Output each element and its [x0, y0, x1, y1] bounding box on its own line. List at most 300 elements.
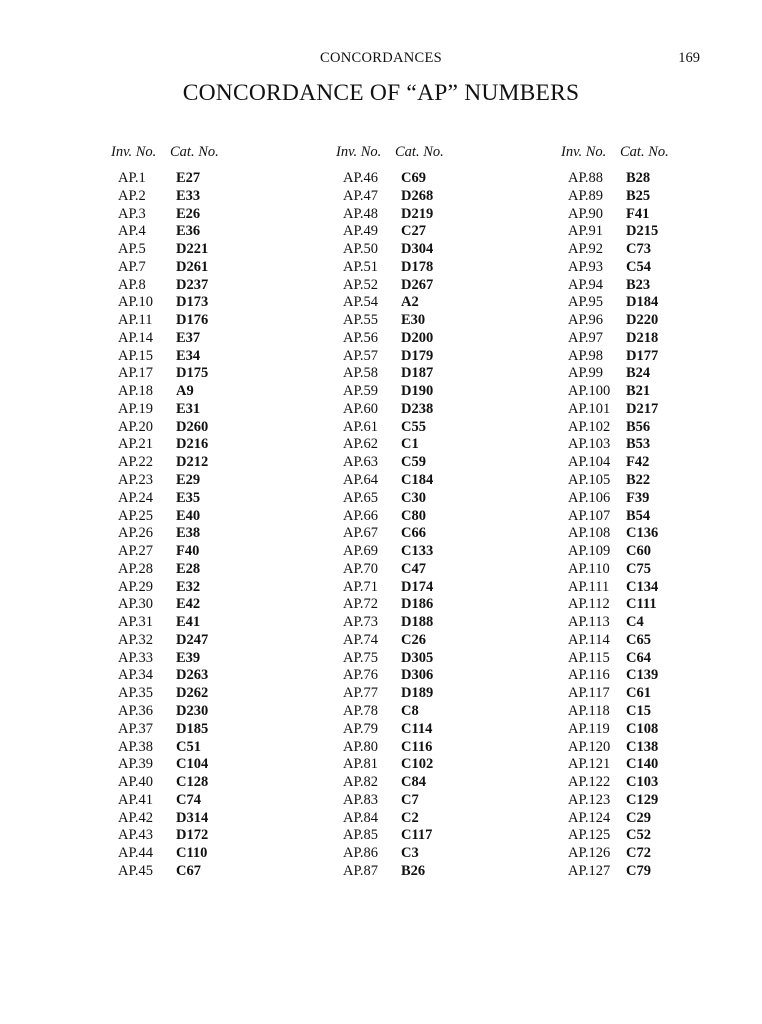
concordance-row	[336, 845, 506, 863]
concordance-row	[561, 259, 731, 277]
inv-number: AP.75	[343, 649, 379, 666]
concordance-row	[336, 490, 506, 508]
inv-number: AP.79	[343, 720, 379, 737]
running-head: CONCORDANCES	[319, 50, 443, 66]
concordance-row	[561, 365, 731, 383]
inv-number: AP.33	[118, 649, 154, 666]
concordance-row	[111, 241, 281, 259]
concordance-row	[111, 792, 281, 810]
inv-number: AP.5	[118, 241, 146, 258]
inv-number: AP.125	[568, 827, 611, 844]
inv-number: AP.50	[343, 241, 379, 258]
inv-number: AP.21	[118, 436, 154, 453]
cat-number: D188	[401, 614, 434, 631]
cat-number: E29	[176, 472, 201, 489]
concordance-row	[561, 294, 731, 312]
cat-number: C59	[401, 454, 426, 471]
inv-number: AP.60	[343, 400, 379, 417]
inv-number: AP.49	[343, 223, 379, 240]
concordance-row	[111, 454, 281, 472]
concordance-row	[336, 650, 506, 668]
concordance-row	[561, 810, 731, 828]
concordance-row	[336, 312, 506, 330]
cat-number: D187	[401, 365, 434, 382]
inv-number: AP.2	[118, 187, 146, 204]
concordance-row	[561, 845, 731, 863]
cat-number: D178	[401, 258, 434, 275]
cat-number: D216	[176, 436, 209, 453]
cat-number: C67	[176, 862, 201, 879]
inv-number: AP.38	[118, 738, 154, 755]
concordance-row	[336, 632, 506, 650]
inv-number: AP.15	[118, 347, 154, 364]
inv-number: AP.101	[568, 400, 611, 417]
inv-number: AP.80	[343, 738, 379, 755]
cat-number: D230	[176, 702, 209, 719]
inv-number: AP.71	[343, 578, 379, 595]
cat-number: C55	[401, 418, 426, 435]
inv-number: AP.103	[568, 436, 611, 453]
concordance-row	[336, 703, 506, 721]
concordance-row	[561, 525, 731, 543]
cat-number: D184	[626, 294, 659, 311]
concordance-row	[561, 543, 731, 561]
cat-number: D314	[176, 809, 209, 826]
concordance-row	[111, 330, 281, 348]
concordance-row	[561, 188, 731, 206]
inv-number: AP.62	[343, 436, 379, 453]
concordance-row	[336, 667, 506, 685]
cat-number: D218	[626, 329, 659, 346]
inv-no-header: Inv. No.	[561, 144, 607, 160]
cat-number: E35	[176, 489, 201, 506]
inv-number: AP.118	[568, 702, 610, 719]
cat-number: E36	[176, 223, 201, 240]
concordance-row	[336, 365, 506, 383]
concordance-row	[336, 596, 506, 614]
cat-number: D237	[176, 276, 209, 293]
cat-number: C102	[401, 756, 434, 773]
cat-number: C69	[401, 170, 426, 186]
inv-number: AP.35	[118, 685, 154, 702]
cat-no-header: Cat. No.	[395, 144, 444, 160]
concordance-row	[111, 277, 281, 295]
cat-number: C104	[176, 756, 209, 773]
concordance-row	[336, 614, 506, 632]
inv-number: AP.82	[343, 774, 379, 791]
concordance-row	[111, 259, 281, 277]
inv-number: AP.93	[568, 258, 604, 275]
concordance-row	[111, 543, 281, 561]
concordance-row	[561, 241, 731, 259]
concordance-row	[111, 827, 281, 845]
page-title: CONCORDANCE OF “AP” NUMBERS	[182, 80, 580, 106]
concordance-row	[111, 383, 281, 401]
concordance-row	[336, 827, 506, 845]
concordance-row	[111, 863, 281, 881]
cat-number: C111	[626, 596, 657, 613]
cat-number: C15	[626, 702, 651, 719]
inv-number: AP.43	[118, 827, 154, 844]
cat-number: C26	[401, 631, 426, 648]
concordance-row	[561, 614, 731, 632]
cat-number: F42	[626, 454, 650, 471]
column-header	[561, 144, 731, 166]
cat-number: D221	[176, 241, 209, 258]
cat-number: C184	[401, 472, 434, 489]
concordance-row	[111, 614, 281, 632]
inv-number: AP.100	[568, 383, 611, 400]
cat-number: C79	[626, 862, 651, 879]
concordance-row	[561, 348, 731, 366]
cat-number: C129	[626, 791, 659, 808]
inv-number: AP.121	[568, 756, 611, 773]
inv-number: AP.37	[118, 720, 154, 737]
cat-number: C140	[626, 756, 659, 773]
cat-number: C8	[401, 702, 419, 719]
concordance-row	[561, 170, 731, 188]
inv-number: AP.28	[118, 560, 154, 577]
cat-no-header: Cat. No.	[170, 144, 219, 160]
inv-number: AP.3	[118, 205, 146, 222]
inv-number: AP.32	[118, 631, 154, 648]
inv-number: AP.29	[118, 578, 154, 595]
cat-number: C110	[176, 845, 208, 862]
cat-number: F39	[626, 489, 650, 506]
inv-number: AP.77	[343, 685, 379, 702]
cat-no-header: Cat. No.	[620, 144, 669, 160]
concordance-row	[561, 312, 731, 330]
cat-number: D306	[401, 667, 434, 684]
inv-number: AP.83	[343, 791, 379, 808]
cat-number: B54	[626, 507, 651, 524]
cat-number: D238	[401, 400, 434, 417]
cat-number: E37	[176, 329, 201, 346]
inv-number: AP.56	[343, 329, 379, 346]
concordance-column-1	[111, 144, 281, 881]
page-number: 169	[678, 50, 700, 66]
inv-number: AP.24	[118, 489, 154, 506]
cat-number: E26	[176, 205, 201, 222]
concordance-row	[336, 259, 506, 277]
inv-number: AP.106	[568, 489, 611, 506]
row-list	[561, 170, 731, 881]
column-header	[336, 144, 506, 166]
cat-number: E34	[176, 347, 201, 364]
inv-no-header: Inv. No.	[336, 144, 382, 160]
cat-number: C29	[626, 809, 651, 826]
concordance-row	[561, 561, 731, 579]
inv-number: AP.90	[568, 205, 604, 222]
concordance-row	[111, 472, 281, 490]
cat-number: C3	[401, 845, 419, 862]
inv-number: AP.85	[343, 827, 379, 844]
cat-number: C80	[401, 507, 426, 524]
inv-number: AP.96	[568, 312, 604, 329]
cat-number: C114	[401, 720, 433, 737]
concordance-row	[561, 419, 731, 437]
cat-number: D212	[176, 454, 209, 471]
inv-number: AP.95	[568, 294, 604, 311]
cat-number: C138	[626, 738, 659, 755]
inv-number: AP.115	[568, 649, 610, 666]
concordance-row	[561, 685, 731, 703]
inv-number: AP.69	[343, 543, 379, 560]
inv-number: AP.127	[568, 862, 611, 879]
concordance-row	[111, 436, 281, 454]
inv-number: AP.46	[343, 170, 379, 186]
concordance-row	[111, 419, 281, 437]
concordance-row	[111, 596, 281, 614]
concordance-row	[111, 579, 281, 597]
cat-number: D200	[401, 329, 434, 346]
inv-number: AP.114	[568, 631, 610, 648]
inv-number: AP.44	[118, 845, 154, 862]
cat-number: E41	[176, 614, 201, 631]
inv-number: AP.102	[568, 418, 611, 435]
cat-number: B26	[401, 862, 426, 879]
concordance-row	[111, 650, 281, 668]
inv-number: AP.74	[343, 631, 379, 648]
inv-number: AP.73	[343, 614, 379, 631]
inv-number: AP.26	[118, 525, 154, 542]
concordance-row	[111, 188, 281, 206]
inv-number: AP.65	[343, 489, 379, 506]
inv-number: AP.54	[343, 294, 379, 311]
concordance-row	[336, 206, 506, 224]
cat-number: C117	[401, 827, 433, 844]
cat-number: B22	[626, 472, 651, 489]
inv-number: AP.66	[343, 507, 379, 524]
concordance-row	[561, 667, 731, 685]
concordance-row	[111, 703, 281, 721]
inv-number: AP.89	[568, 187, 604, 204]
inv-number: AP.36	[118, 702, 154, 719]
cat-number: A2	[401, 294, 419, 311]
inv-number: AP.111	[568, 578, 610, 595]
cat-number: C116	[401, 738, 433, 755]
cat-number: D219	[401, 205, 434, 222]
concordance-row	[336, 561, 506, 579]
inv-number: AP.110	[568, 560, 610, 577]
inv-number: AP.104	[568, 454, 611, 471]
cat-number: D215	[626, 223, 659, 240]
inv-number: AP.81	[343, 756, 379, 773]
cat-number: B56	[626, 418, 651, 435]
cat-number: D261	[176, 258, 209, 275]
inv-no-header: Inv. No.	[111, 144, 157, 160]
inv-number: AP.108	[568, 525, 611, 542]
inv-number: AP.88	[568, 170, 604, 186]
cat-number: C133	[401, 543, 434, 560]
concordance-row	[336, 543, 506, 561]
row-list	[336, 170, 506, 881]
cat-number: C52	[626, 827, 651, 844]
concordance-row	[336, 863, 506, 881]
inv-number: AP.14	[118, 329, 154, 346]
concordance-row	[336, 419, 506, 437]
inv-number: AP.123	[568, 791, 611, 808]
inv-number: AP.109	[568, 543, 611, 560]
concordance-row	[561, 330, 731, 348]
cat-number: E39	[176, 649, 201, 666]
inv-number: AP.98	[568, 347, 604, 364]
cat-number: D247	[176, 631, 209, 648]
inv-number: AP.20	[118, 418, 154, 435]
concordance-row	[561, 206, 731, 224]
inv-number: AP.84	[343, 809, 379, 826]
concordance-row	[111, 206, 281, 224]
cat-number: B28	[626, 170, 651, 186]
cat-number: C73	[626, 241, 651, 258]
cat-number: E27	[176, 170, 201, 186]
concordance-row	[561, 827, 731, 845]
inv-number: AP.1	[118, 170, 146, 186]
concordance-row	[336, 277, 506, 295]
cat-number: C1	[401, 436, 419, 453]
inv-number: AP.86	[343, 845, 379, 862]
cat-number: F40	[176, 543, 200, 560]
cat-number: D220	[626, 312, 659, 329]
concordance-row	[111, 721, 281, 739]
concordance-row	[561, 454, 731, 472]
cat-number: C103	[626, 774, 659, 791]
inv-number: AP.55	[343, 312, 379, 329]
cat-number: B53	[626, 436, 651, 453]
cat-number: E33	[176, 187, 201, 204]
cat-number: D174	[401, 578, 434, 595]
concordance-row	[561, 401, 731, 419]
concordance-row	[336, 525, 506, 543]
inv-number: AP.47	[343, 187, 379, 204]
inv-number: AP.94	[568, 276, 604, 293]
cat-number: D217	[626, 400, 659, 417]
concordance-row	[111, 845, 281, 863]
concordance-row	[111, 756, 281, 774]
concordance-row	[336, 472, 506, 490]
inv-number: AP.25	[118, 507, 154, 524]
concordance-row	[336, 223, 506, 241]
inv-number: AP.59	[343, 383, 379, 400]
cat-number: C54	[626, 258, 651, 275]
concordance-row	[336, 383, 506, 401]
cat-number: C7	[401, 791, 419, 808]
concordance-row	[336, 348, 506, 366]
inv-number: AP.61	[343, 418, 379, 435]
inv-number: AP.45	[118, 862, 154, 879]
inv-number: AP.70	[343, 560, 379, 577]
concordance-row	[111, 490, 281, 508]
concordance-row	[111, 685, 281, 703]
concordance-row	[336, 774, 506, 792]
concordance-row	[336, 756, 506, 774]
inv-number: AP.63	[343, 454, 379, 471]
concordance-row	[111, 632, 281, 650]
cat-number: C30	[401, 489, 426, 506]
cat-number: C128	[176, 774, 209, 791]
concordance-row	[336, 401, 506, 419]
inv-number: AP.10	[118, 294, 154, 311]
concordance-row	[336, 721, 506, 739]
cat-number: C134	[626, 578, 659, 595]
cat-number: D304	[401, 241, 434, 258]
concordance-row	[561, 703, 731, 721]
concordance-row	[111, 667, 281, 685]
cat-number: C136	[626, 525, 659, 542]
concordance-row	[336, 739, 506, 757]
concordance-row	[336, 579, 506, 597]
concordance-row	[336, 792, 506, 810]
concordance-row	[336, 436, 506, 454]
inv-number: AP.76	[343, 667, 379, 684]
cat-number: C108	[626, 720, 659, 737]
concordance-row	[111, 525, 281, 543]
inv-number: AP.11	[118, 312, 153, 329]
inv-number: AP.120	[568, 738, 611, 755]
inv-number: AP.122	[568, 774, 611, 791]
concordance-row	[336, 241, 506, 259]
inv-number: AP.124	[568, 809, 611, 826]
inv-number: AP.72	[343, 596, 379, 613]
inv-number: AP.39	[118, 756, 154, 773]
inv-number: AP.112	[568, 596, 610, 613]
cat-number: D175	[176, 365, 209, 382]
inv-number: AP.17	[118, 365, 154, 382]
concordance-row	[111, 401, 281, 419]
cat-number: E40	[176, 507, 201, 524]
concordance-row	[111, 774, 281, 792]
concordance-row	[111, 294, 281, 312]
inv-number: AP.31	[118, 614, 154, 631]
cat-number: D186	[401, 596, 434, 613]
concordance-row	[336, 508, 506, 526]
inv-number: AP.105	[568, 472, 611, 489]
concordance-row	[561, 596, 731, 614]
concordance-row	[561, 383, 731, 401]
inv-number: AP.48	[343, 205, 379, 222]
cat-number: D176	[176, 312, 209, 329]
cat-number: F41	[626, 205, 650, 222]
column-header	[111, 144, 281, 166]
concordance-row	[336, 170, 506, 188]
cat-number: C65	[626, 631, 651, 648]
inv-number: AP.99	[568, 365, 604, 382]
concordance-row	[336, 188, 506, 206]
cat-number: C27	[401, 223, 426, 240]
cat-number: D260	[176, 418, 209, 435]
concordance-column-3	[561, 144, 731, 881]
inv-number: AP.41	[118, 791, 154, 808]
cat-number: D172	[176, 827, 209, 844]
inv-number: AP.67	[343, 525, 379, 542]
cat-number: E38	[176, 525, 201, 542]
concordance-row	[111, 312, 281, 330]
concordance-row	[111, 365, 281, 383]
inv-number: AP.87	[343, 862, 379, 879]
cat-number: E31	[176, 400, 201, 417]
concordance-row	[561, 579, 731, 597]
concordance-row	[561, 774, 731, 792]
concordance-row	[561, 490, 731, 508]
concordance-row	[111, 561, 281, 579]
cat-number: C75	[626, 560, 651, 577]
concordance-row	[561, 756, 731, 774]
cat-number: D305	[401, 649, 434, 666]
inv-number: AP.57	[343, 347, 379, 364]
concordance-row	[111, 739, 281, 757]
cat-number: C51	[176, 738, 201, 755]
inv-number: AP.97	[568, 329, 604, 346]
